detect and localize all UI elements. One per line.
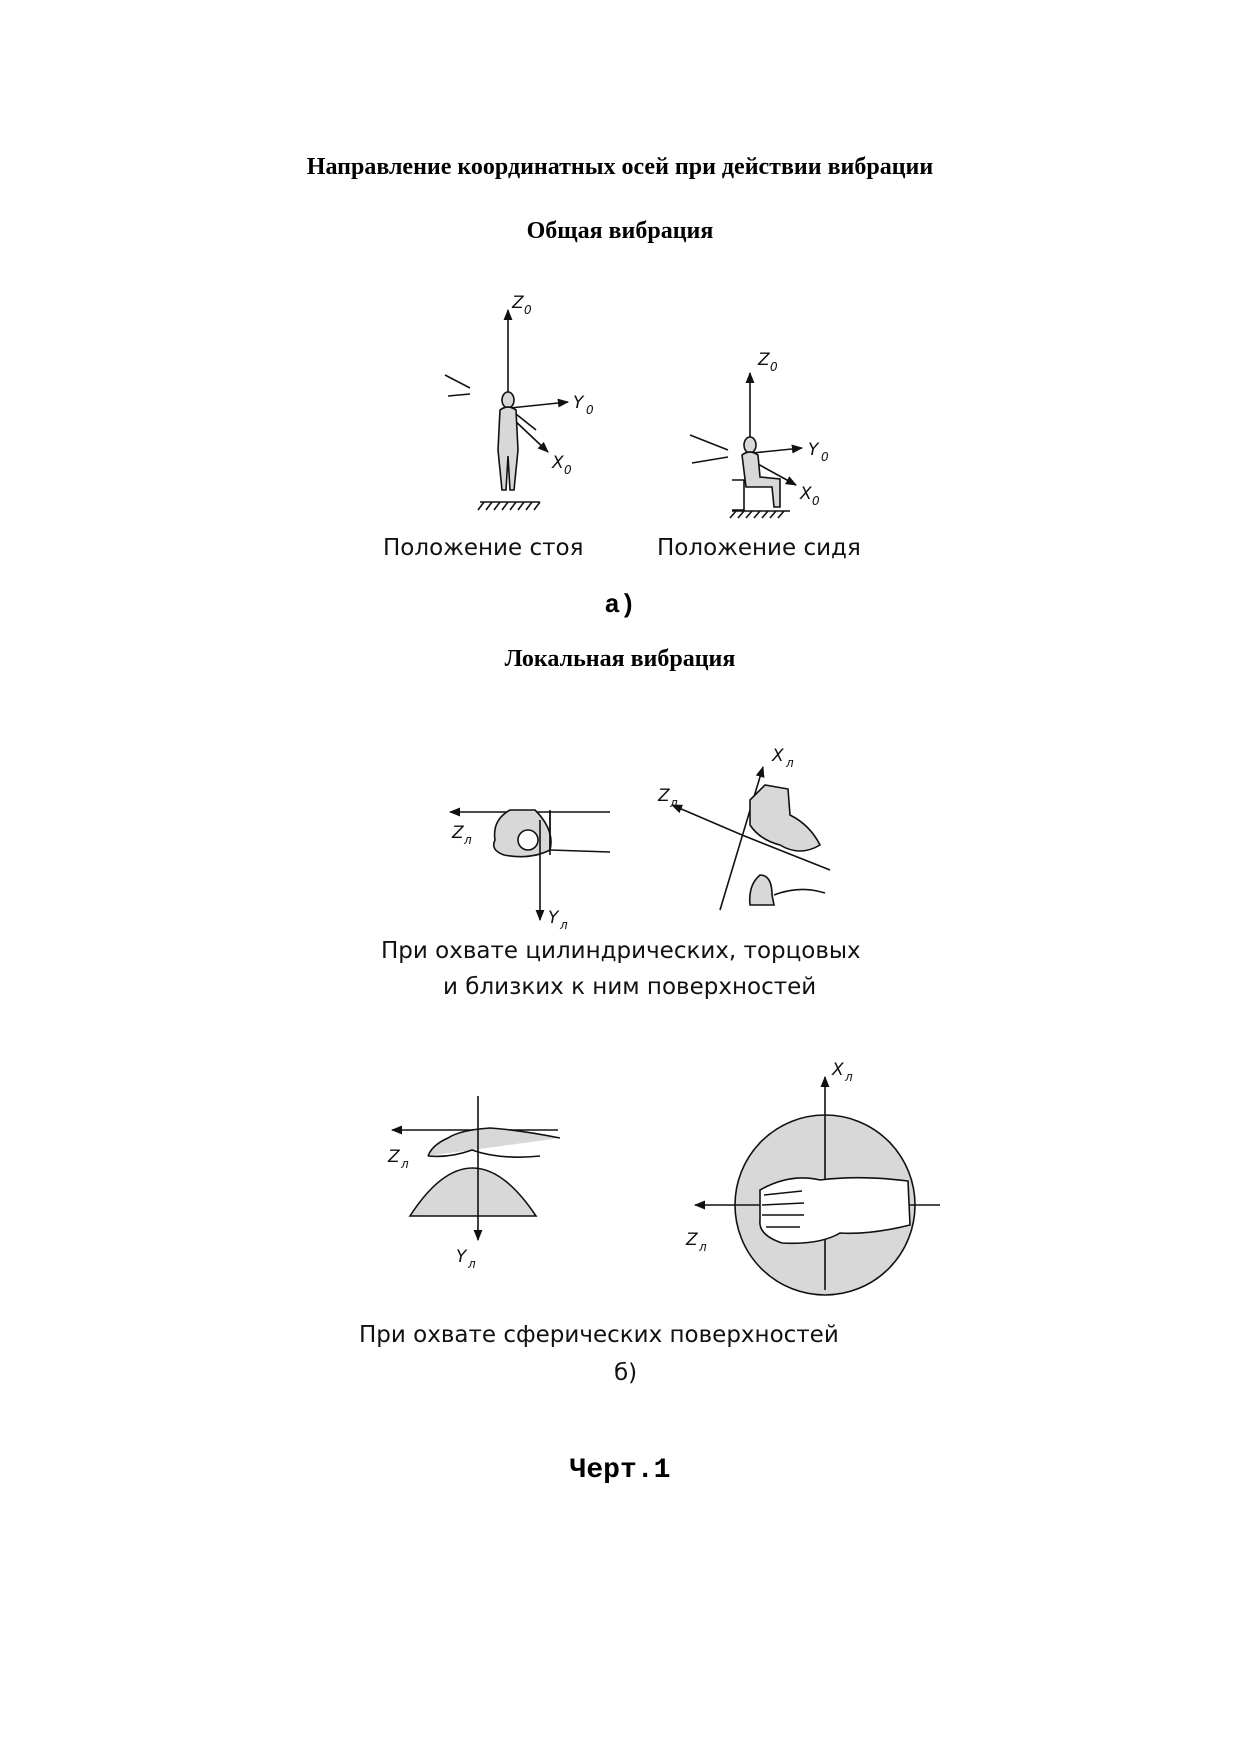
standing-position-figure — [440, 290, 620, 520]
svg-text:0: 0 — [524, 303, 532, 317]
label-a: а) — [604, 590, 636, 620]
main-title: Направление координатных осей при действии вибрации — [306, 154, 934, 180]
svg-text:X: X — [832, 1060, 844, 1080]
svg-text:л: л — [786, 756, 794, 770]
svg-text:X: X — [552, 453, 564, 473]
svg-text:л: л — [401, 1157, 409, 1171]
svg-text:Z: Z — [758, 350, 770, 370]
svg-text:0: 0 — [770, 360, 778, 374]
svg-text:Y: Y — [573, 393, 584, 413]
svg-text:Z: Z — [452, 823, 464, 843]
section-general-vibration: Общая вибрация — [526, 218, 714, 244]
svg-text:л: л — [560, 918, 568, 930]
svg-text:X: X — [800, 484, 812, 504]
svg-text:л: л — [699, 1240, 707, 1254]
cylindrical-grip-side-figure — [650, 745, 870, 930]
svg-text:л: л — [845, 1070, 853, 1084]
svg-text:Y: Y — [808, 440, 819, 460]
svg-text:0: 0 — [812, 494, 820, 508]
svg-text:0: 0 — [564, 463, 572, 477]
spherical-grip-front-figure — [680, 1055, 960, 1305]
caption-cylindrical-line2: и близких к ним поверхностей — [443, 974, 817, 1000]
svg-text:Y: Y — [456, 1247, 467, 1267]
svg-text:л: л — [468, 1257, 476, 1271]
svg-text:Z: Z — [658, 786, 670, 806]
svg-text:Z: Z — [512, 293, 524, 313]
caption-sitting: Положение сидя — [657, 535, 861, 561]
figure-label: Черт.1 — [569, 1455, 671, 1486]
svg-text:л: л — [464, 833, 472, 847]
label-b: б) — [614, 1360, 638, 1386]
caption-spherical: При охвате сферических поверхностей — [359, 1322, 839, 1348]
svg-text:л: л — [670, 796, 678, 810]
svg-text:0: 0 — [586, 403, 594, 417]
caption-cylindrical-line1: При охвате цилиндрических, торцовых — [381, 938, 861, 964]
svg-text:X: X — [772, 746, 784, 766]
spherical-grip-top-figure — [380, 1090, 580, 1275]
sitting-position-figure — [680, 345, 860, 520]
svg-text:Z: Z — [686, 1230, 698, 1250]
svg-text:0: 0 — [821, 450, 829, 464]
caption-standing: Положение стоя — [383, 535, 584, 561]
svg-text:Y: Y — [548, 908, 559, 928]
svg-text:Z: Z — [388, 1147, 400, 1167]
cylindrical-grip-front-figure — [440, 780, 620, 930]
section-local-vibration: Локальная вибрация — [504, 646, 736, 672]
